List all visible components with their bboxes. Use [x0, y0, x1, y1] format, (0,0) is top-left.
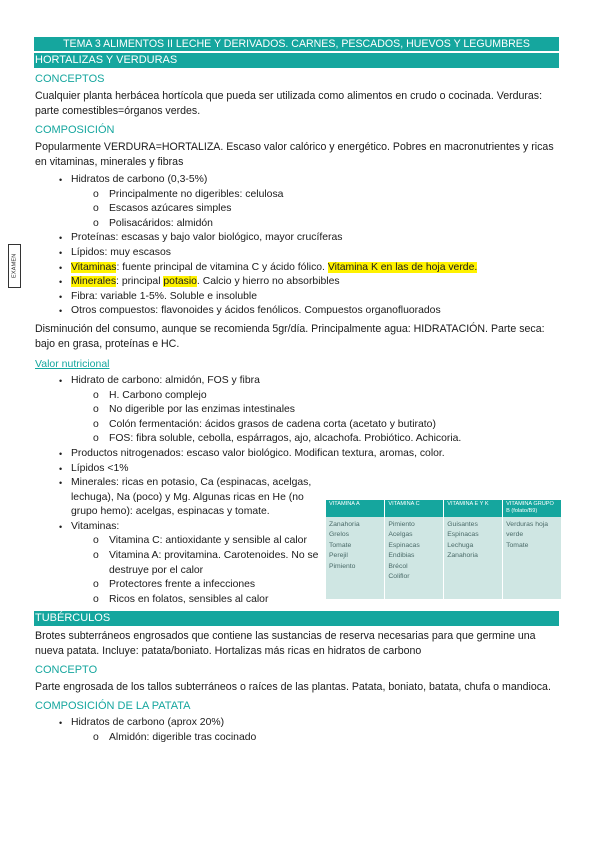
patata-sublist: [71, 731, 559, 746]
table-header-cell: VITAMINA E Y K: [444, 500, 503, 517]
conceptos-text: Cualquier planta herbácea hortícola que pueda ser utilizada como alimentos en crudo o cocinada. Verduras: parte comestibles=órganos verdes.: [35, 90, 543, 117]
concepto-heading: CONCEPTO: [35, 664, 98, 677]
table-header-row: [326, 500, 562, 517]
list-item: • Minerales: principal potasio. Calcio y hierro no absorbibles: [59, 276, 340, 288]
composicion-list: [34, 173, 559, 319]
list-item: • Lípidos: muy escasos: [59, 246, 171, 258]
document-page: [34, 37, 559, 746]
composicion-text: Popularmente VERDURA=HORTALIZA. Escaso valor calórico y energético. Pobres en macronutrientes y ricas en vitaminas, minerales y fibras: [35, 141, 554, 168]
list-item: o Colón fermentación: ácidos grasos de cadena corta (acetato y butirato): [93, 418, 436, 430]
exam-tag: EXAMEN: [8, 244, 21, 288]
list-item: o Principalmente no digeribles: celulosa: [93, 188, 284, 200]
list-item: o Polisacáridos: almidón: [93, 217, 213, 229]
list-item: o No digerible por las enzimas intestinales: [93, 404, 295, 416]
list-item: o Vitamina A: provitamina. Carotenoides. No se destruye por el calor: [93, 550, 319, 576]
concepto-text: Parte engrosada de los tallos subterráneos o raíces de las plantas. Patata, boniato, batata, chufa o mandioca.: [35, 681, 551, 694]
highlight-minerales: Minerales: [71, 276, 117, 288]
highlight-potasio: potasio: [163, 276, 197, 288]
table-cell: Guisantes Espinacas Lechuga Zanahoria: [444, 517, 503, 599]
conceptos-heading: CONCEPTOS: [35, 73, 105, 85]
table-cell: Verduras hoja verde Tomate: [503, 517, 562, 599]
table-header-cell: VITAMINA A: [326, 500, 385, 517]
list-item: o H. Carbono complejo: [93, 389, 207, 401]
list-item: • Hidrato de carbono: almidón, FOS y fibra o H. Carbono complejo o No digerible por las enzimas intestinales o Colón fermentación: ácidos grasos de cadena corta (acetato y butirato) o FOS: fibra soluble, cebolla, espárragos, ajo, alcachofa. Probiótico. Achicoria.: [59, 374, 559, 447]
highlight-vitaminas: Vitaminas: [71, 261, 117, 273]
section-title-tuberculos: TUBÉRCULOS: [34, 611, 559, 626]
composicion-heading: COMPOSICIÓN: [35, 124, 115, 136]
list-item: o Vitamina C: antioxidante y sensible al calor: [93, 535, 307, 547]
list-item: • Minerales: ricas en potasio, Ca (espinacas, acelgas, lechuga), Na (poco) y Mg. Algunas ricas en He (no grupo hemo): acelgas, espinacas y tomate.: [59, 477, 312, 518]
list-item: • Productos nitrogenados: escaso valor biológico. Modifican textura, aromas, color.: [59, 447, 445, 459]
hidrato-sublist: [71, 389, 559, 447]
highlight-vitamina-k: Vitamina K en las de hoja verde.: [327, 261, 478, 273]
valor-nutricional-heading: Valor nutricional: [35, 357, 110, 370]
list-item: • Vitaminas: o Vitamina C: antioxidante y sensible al calor o Vitamina A: provitamina. Carotenoides. No se destruye por el calor o Protectores frente a infecciones o Ricos en folatos, sensibles al calor: [59, 520, 326, 608]
section-title-hortalizas: HORTALIZAS Y VERDURAS: [34, 53, 559, 68]
list-item: • Vitaminas: fuente principal de vitamina C y ácido fólico. Vitamina K en las de hoja verde.: [59, 261, 478, 273]
page-title: TEMA 3 ALIMENTOS II LECHE Y DERIVADOS. CARNES, PESCADOS, HUEVOS Y LEGUMBRES: [34, 37, 559, 51]
disminucion-text: Disminución del consumo, aunque se recomienda 5gr/día. Principalmente agua: HIDRATACIÓN. Parte seca: bajo en grasa, proteínas e HC.: [35, 322, 545, 350]
hidratos-sublist: [71, 188, 559, 232]
list-item: o Almidón: digerible tras cocinado: [93, 732, 257, 744]
list-item: • Otros compuestos: flavonoides y ácidos fenólicos. Compuestos organofluorados: [59, 305, 441, 317]
list-item: o FOS: fibra soluble, cebolla, espárragos, ajo, alcachofa. Probiótico. Achicoria.: [93, 433, 462, 445]
list-item: o Escasos azúcares simples: [93, 203, 232, 215]
list-item: o Ricos en folatos, sensibles al calor: [93, 593, 269, 605]
table-header-cell: VITAMINA GRUPO B (folato/B9): [503, 500, 562, 517]
list-item: • Lípidos <1%: [59, 462, 129, 474]
composicion-patata-heading: COMPOSICIÓN DE LA PATATA: [35, 700, 191, 713]
patata-list: [34, 716, 559, 745]
tuberculos-intro: Brotes subterráneos engrosados que contiene las sustancias de reserva necesarias para que germine una nueva patata. Incluye: patata/boniato. Hortalizas más ricas en hidratos de carbono: [35, 630, 536, 658]
list-item: • Fibra: variable 1-5%. Soluble e insoluble: [59, 290, 257, 302]
list-item: • Hidratos de carbono (0,3-5%) o Principalmente no digeribles: celulosa o Escasos azúcares simples o Polisacáridos: almidón: [59, 173, 559, 231]
table-cell: Pimiento Acelgas Espinacas Endibias Brécol Coliflor: [385, 517, 444, 599]
list-item: • Hidratos de carbono (aprox 20%) o Almidón: digerible tras cocinado: [59, 716, 559, 745]
table-header-cell: VITAMINA C: [385, 500, 444, 517]
vitamin-sources-table: [326, 500, 562, 599]
list-item: • Proteínas: escasas y bajo valor biológico, mayor crucíferas: [59, 232, 343, 244]
vitaminas-sublist: [71, 534, 326, 607]
list-item: o Protectores frente a infecciones: [93, 579, 256, 591]
table-cell: Zanahoria Grelos Tomate Perejil Pimiento: [326, 517, 385, 599]
table-row: [326, 517, 562, 599]
